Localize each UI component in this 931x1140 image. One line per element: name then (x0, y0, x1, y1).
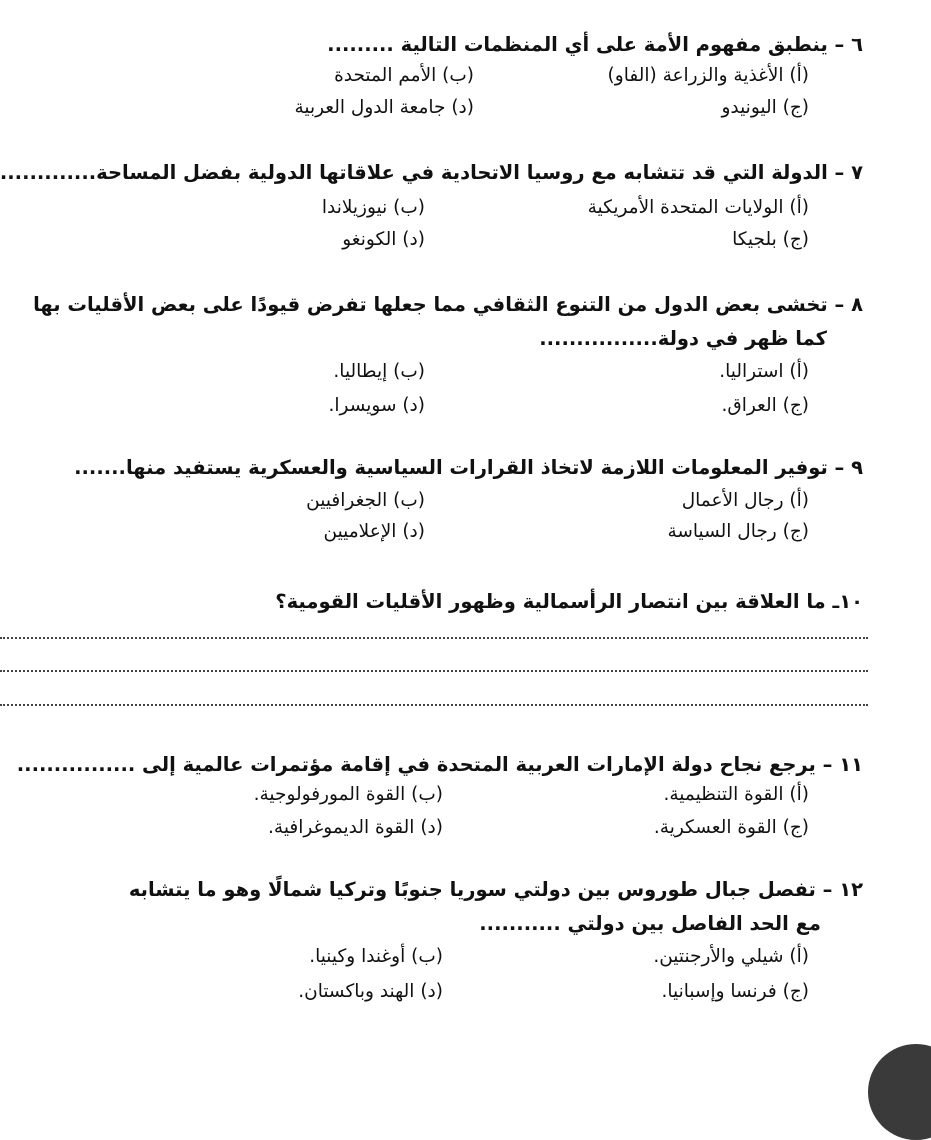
question-9-option-b[interactable]: (ب) الجغرافيين (306, 490, 425, 511)
question-11-option-d[interactable]: (د) القوة الديموغرافية. (268, 817, 443, 838)
question-11-option-c[interactable]: (ج) القوة العسكرية. (653, 817, 809, 838)
question-12-stem-line-2: مع الحد الفاصل بين دولتي ........... (479, 912, 821, 935)
question-12-option-b[interactable]: (ب) أوغندا وكينيا. (309, 946, 443, 967)
question-8-option-d[interactable]: (د) سويسرا. (328, 395, 425, 416)
question-6-option-c[interactable]: (ج) اليونيدو (721, 97, 809, 118)
question-12-option-d[interactable]: (د) الهند وباكستان. (298, 981, 443, 1002)
question-11-option-a[interactable]: (أ) القوة التنظيمية. (663, 784, 809, 805)
question-7-option-c[interactable]: (ج) بلجيكا (732, 229, 809, 250)
question-8-option-a[interactable]: (أ) استراليا. (719, 361, 809, 382)
answer-line-1[interactable] (0, 637, 868, 639)
floating-action-button[interactable] (868, 1044, 931, 1140)
question-7-option-a[interactable]: (أ) الولايات المتحدة الأمريكية (587, 197, 809, 218)
question-9-option-c[interactable]: (ج) رجال السياسة (667, 521, 809, 542)
question-9-option-d[interactable]: (د) الإعلاميين (323, 521, 425, 542)
question-12-stem-line-1: ١٢ – تفصل جبال طوروس بين دولتي سوريا جنوبًا وتركيا شمالًا وهو ما يتشابه (128, 878, 863, 901)
question-12-option-c[interactable]: (ج) فرنسا وإسبانيا. (661, 981, 809, 1002)
answer-line-3[interactable] (0, 704, 868, 706)
question-6-option-a[interactable]: (أ) الأغذية والزراعة (الفاو) (607, 65, 809, 86)
question-8-option-c[interactable]: (ج) العراق. (721, 395, 809, 416)
question-7-stem: ٧ – الدولة التي قد تتشابه مع روسيا الاتحادية في علاقاتها الدولية بفضل المساحة............. (0, 161, 863, 184)
question-10-stem: ١٠ـ ما العلاقة بين انتصار الرأسمالية وظهور الأقليات القومية؟ (275, 590, 863, 613)
question-11-option-b[interactable]: (ب) القوة المورفولوجية. (253, 784, 443, 805)
question-11-stem: ١١ – يرجع نجاح دولة الإمارات العربية المتحدة في إقامة مؤتمرات عالمية إلى ................ (16, 753, 863, 776)
question-9-stem: ٩ – توفير المعلومات اللازمة لاتخاذ القرارات السياسية والعسكرية يستفيد منها....... (74, 456, 863, 479)
question-7-option-d[interactable]: (د) الكونغو (342, 229, 425, 250)
question-7-option-b[interactable]: (ب) نيوزيلاندا (321, 197, 425, 218)
question-9-option-a[interactable]: (أ) رجال الأعمال (681, 490, 809, 511)
answer-line-2[interactable] (0, 670, 868, 672)
question-6-option-d[interactable]: (د) جامعة الدول العربية (294, 97, 474, 118)
question-6-option-b[interactable]: (ب) الأمم المتحدة (334, 65, 474, 86)
question-8-stem-line-2: كما ظهر في دولة................ (539, 327, 827, 350)
question-8-option-b[interactable]: (ب) إيطاليا. (333, 361, 425, 382)
question-6-stem: ٦ – ينطبق مفهوم الأمة على أي المنظمات التالية ......... (327, 33, 863, 56)
question-8-stem-line-1: ٨ – تخشى بعض الدول من التنوع الثقافي مما جعلها تفرض قيودًا على بعض الأقليات بها (33, 293, 863, 316)
question-12-option-a[interactable]: (أ) شيلي والأرجنتين. (653, 946, 809, 967)
